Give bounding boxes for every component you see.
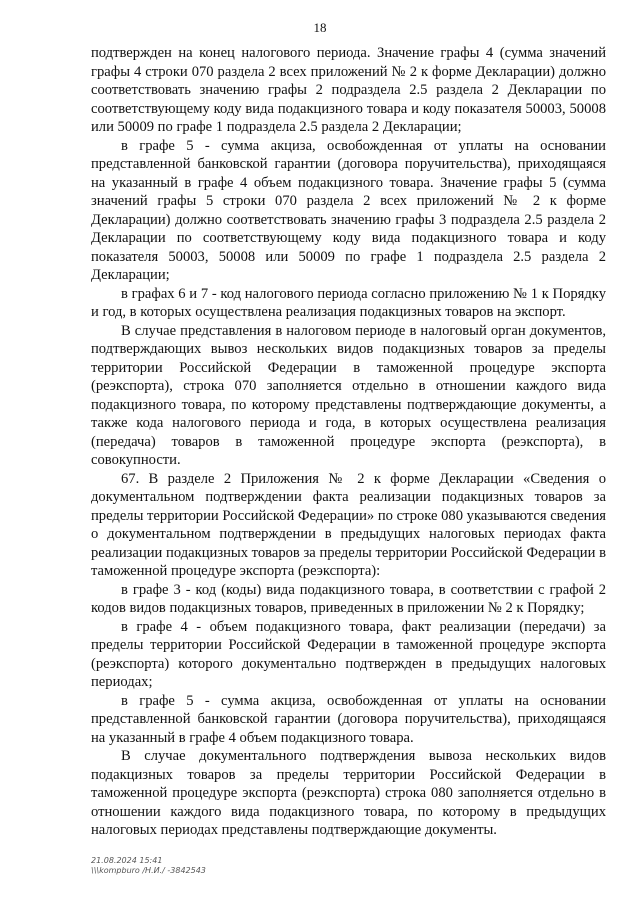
- paragraph-line-080-multiple: В случае документального подтверждения вывоза нескольких видов подакцизных товаров за пределы территории Российской Федерации в таможенной процедуре экспорта (реэкспорта) строка 080 заполняется отдельно в отношении каждого вида подакцизного товара, по которому в предыдущих налоговых периодах представлены подтверждающие документы.: [91, 748, 606, 838]
- paragraph-continuation: подтвержден на конец налогового периода. Значение графы 4 (сумма значений графы 4 строки 070 раздела 2 всех приложений № 2 к форме Декларации) должно соответствовать значению графы 2 подраздела 2.5 раздела 2 Декларации по соответствующему коду вида подакцизного товара и коду показателя 50003, 50008 или 50009 по графе 1 подраздела 2.5 раздела 2 Декларации;: [91, 45, 606, 135]
- paragraph-column-4: в графе 4 - объем подакцизного товара, факт реализации (передачи) за пределы территории Российской Федерации в таможенной процедуре экспорта (реэкспорта) которого документально подтвержден в предыдущих налоговых периодах;: [91, 618, 606, 690]
- footer-timestamp: 21.08.2024 15:41: [91, 856, 163, 865]
- page-number: 18: [313, 20, 327, 35]
- paragraph-column-3: в графе 3 - код (коды) вида подакцизного товара, в соответствии с графой 2 кодов видов подакцизных товаров, приведенных в приложении № 2 к Порядку;: [91, 581, 606, 616]
- paragraph-item-67: 67. В разделе 2 Приложения № 2 к форме Декларации «Сведения о документальном подтверждении факта реализации подакцизных товаров за пределы территории Российской Федерации» по строке 080 указываются сведения о документальном подтверждении в предыдущих налоговых периодах факта реализации подакцизных товаров за пределы территории Российской Федерации в таможенной процедуре экспорта (реэкспорта):: [91, 470, 606, 579]
- paragraph-column-5: в графе 5 - сумма акциза, освобожденная от уплаты на основании представленной банковской гарантии (договора поручительства), приходящаяся на указанный в графе 4 объем подакцизного товара. Значение графы 5 (сумма значений графы 5 строки 070 раздела 2 всех приложений № 2 к форме Декларации) должно соответствовать значению графы 3 подраздела 2.5 раздела 2 Декларации по соответствующему коду вида подакцизного товара и коду показателя 50003, 50008 или 50009 по графе 1 подраздела 2.5 раздела 2 Декларации;: [91, 137, 606, 283]
- paragraph-multiple-goods: В случае представления в налоговом периоде в налоговый орган документов, подтверждающих вывоз нескольких видов подакцизных товаров за пределы территории Российской Федерации в таможенной процедуре экспорта (реэкспорта), строка 070 заполняется отдельно в отношении каждого вида подакцизного товара, по которому представлены подтверждающие документы, а также кода налогового периода и года, в которых осуществлена реализация (передача) товаров в таможенной процедуре экспорта (реэкспорта), в совокупности.: [91, 322, 606, 468]
- paragraph-column-5-line-080: в графе 5 - сумма акциза, освобожденная от уплаты на основании представленной банковской гарантии (договора поручительства), приходящаяся на указанный в графе 4 объем подакцизного товара.: [91, 692, 606, 746]
- print-footer: [91, 856, 206, 876]
- paragraph-columns-6-7: в графах 6 и 7 - код налогового периода согласно приложению № 1 к Порядку и год, в которых осуществлена реализация подакцизных товаров на экспорт.: [91, 285, 606, 320]
- document-body: [91, 44, 606, 840]
- footer-user: \\\kompburo /Н.И./ -3842543: [91, 866, 206, 875]
